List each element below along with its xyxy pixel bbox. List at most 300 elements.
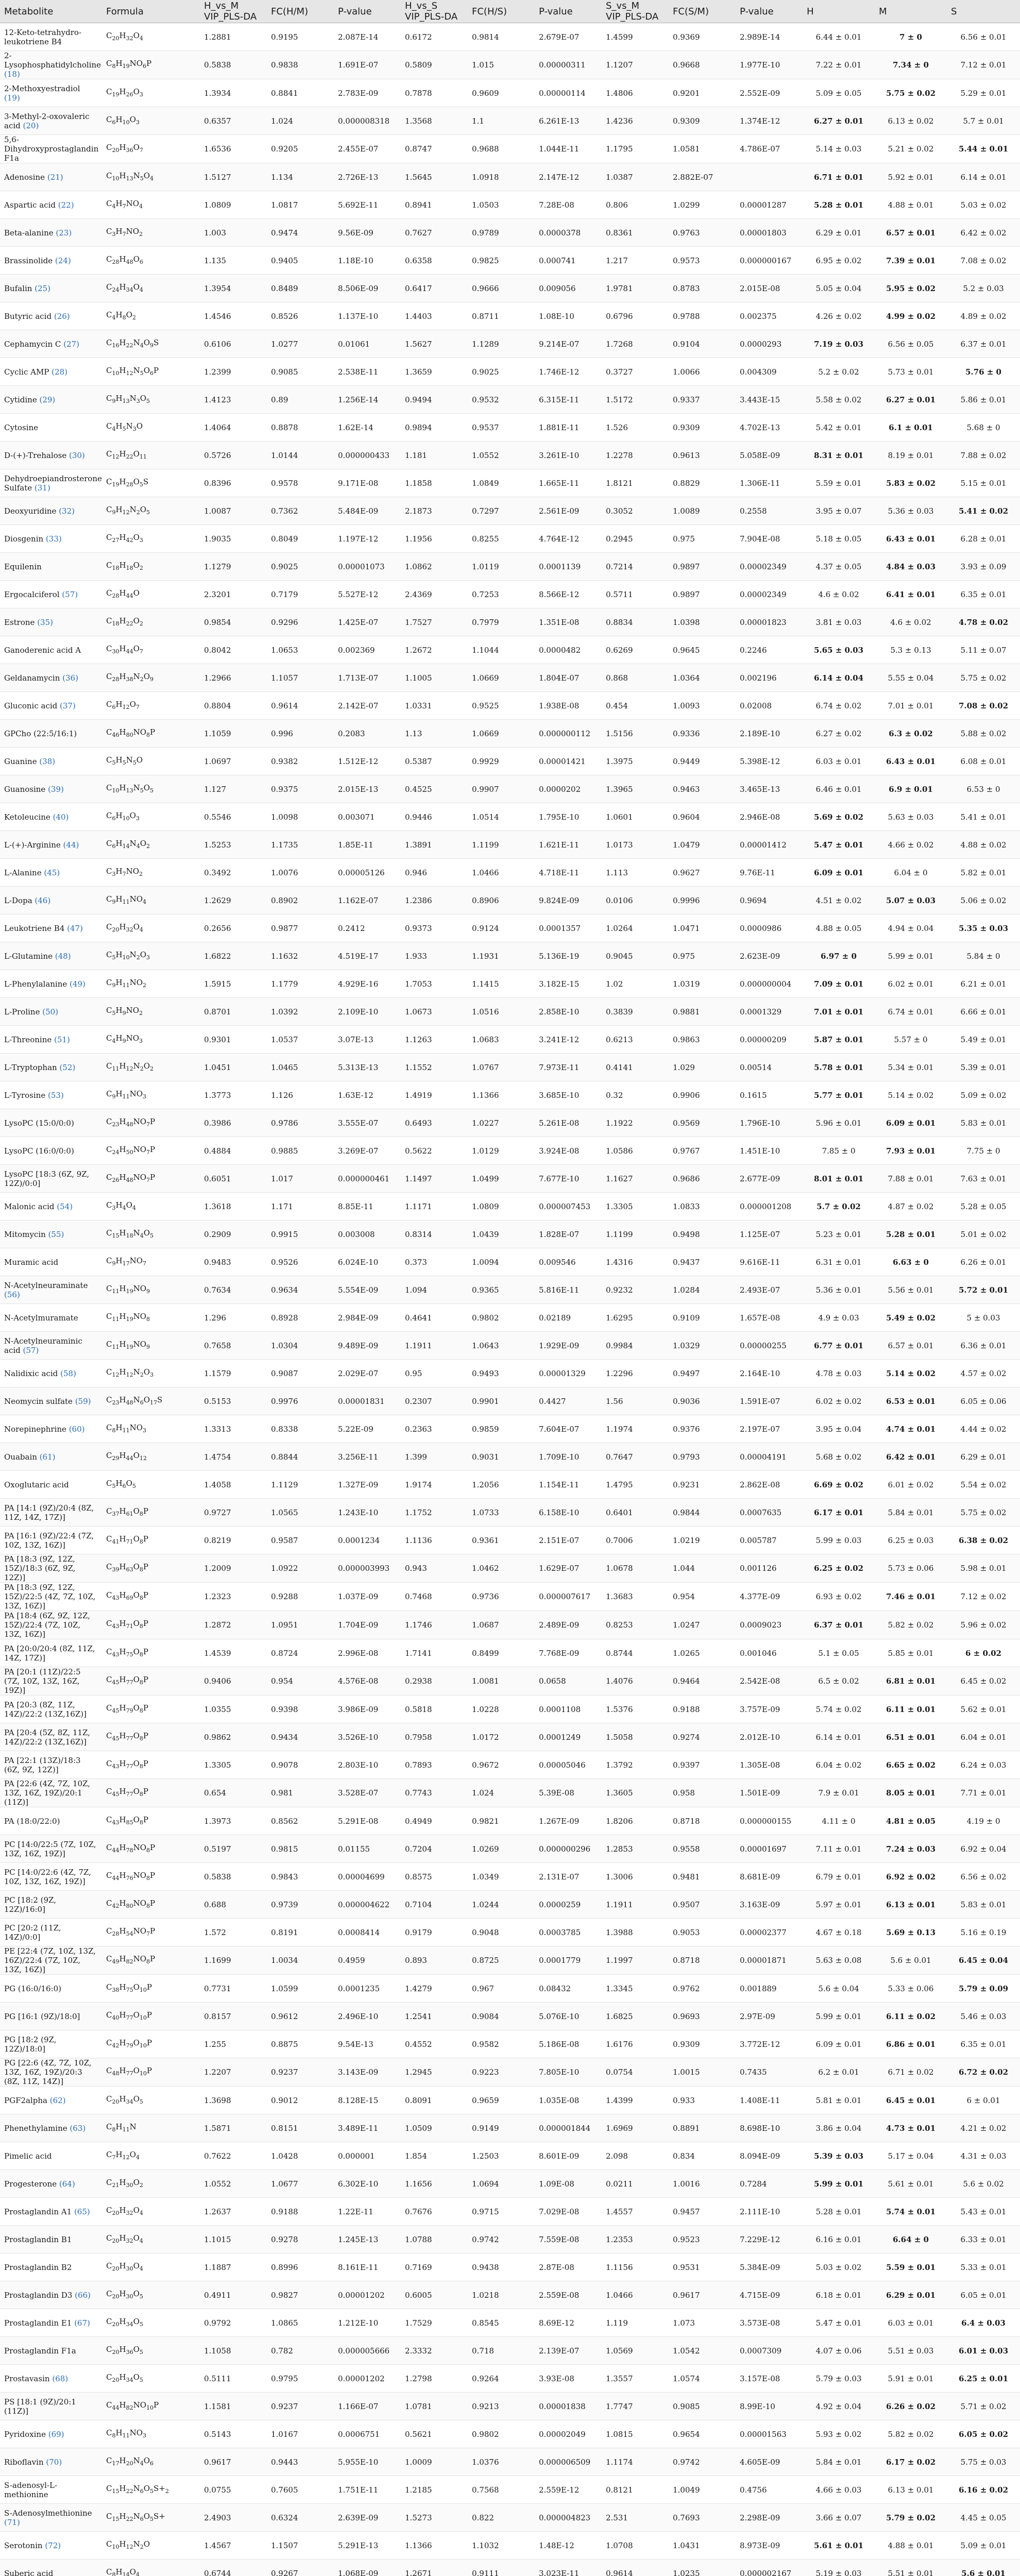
p-hm-cell: 1.751E-11	[334, 2476, 401, 2504]
vip-hs-cell: 1.854	[401, 2142, 468, 2170]
vip-hs-cell: 0.9373	[401, 914, 468, 942]
header-vip-h-vs-m	[200, 0, 267, 23]
m-cell: 6.13 ± 0.02	[875, 107, 947, 135]
vip-hs-cell: 1.2672	[401, 636, 468, 664]
p-sm-cell: 4.377E-09	[736, 1583, 803, 1611]
s-cell: 7.71 ± 0.01	[947, 1779, 1020, 1807]
s-cell: 6.4 ± 0.03	[947, 2309, 1020, 2337]
m-cell: 5.69 ± 0.13	[875, 1919, 947, 1946]
p-hm-cell: 5.291E-08	[334, 1807, 401, 1835]
metabolite-cell: N-Acetylneuraminic acid (57)	[0, 1332, 102, 1360]
fc-sm-cell: 1.0247	[669, 1611, 736, 1639]
h-cell: 5.99 ± 0.03	[803, 1527, 875, 1554]
vip-hm-cell: 1.2881	[200, 23, 267, 51]
vip-hm-cell: 0.3986	[200, 1109, 267, 1137]
metabolite-cell: Geldanamycin (36)	[0, 664, 102, 692]
m-cell: 6.03 ± 0.01	[875, 2309, 947, 2337]
vip-hs-cell: 1.1005	[401, 664, 468, 692]
s-cell: 6.28 ± 0.01	[947, 525, 1020, 553]
fc-hs-cell: 0.7297	[468, 497, 535, 525]
fc-sm-cell: 0.9844	[669, 1499, 736, 1527]
p-sm-cell: 0.2246	[736, 636, 803, 664]
vip-sm-cell: 1.3305	[602, 1193, 669, 1221]
header-vip-s-vs-m	[602, 0, 669, 23]
m-cell: 6.81 ± 0.01	[875, 1667, 947, 1696]
fc-sm-cell: 1.0581	[669, 135, 736, 163]
m-cell: 5.95 ± 0.02	[875, 275, 947, 302]
p-hm-cell: 8.506E-09	[334, 275, 401, 302]
fc-hs-cell: 1.0809	[468, 1193, 535, 1221]
p-hm-cell: 0.4959	[334, 1946, 401, 1975]
fc-hs-cell: 1.2056	[468, 1471, 535, 1499]
p-sm-cell: 1.796E-10	[736, 1109, 803, 1137]
fc-hs-cell: 0.9149	[468, 2114, 535, 2142]
p-sm-cell: 2.97E-09	[736, 2003, 803, 2030]
vip-hm-cell: 1.3313	[200, 1415, 267, 1443]
vip-hs-cell: 0.95	[401, 1360, 468, 1387]
fc-sm-cell: 1.0574	[669, 2365, 736, 2393]
p-sm-cell: 3.757E-09	[736, 1696, 803, 1723]
vip-hs-cell: 0.7204	[401, 1835, 468, 1863]
m-cell: 5.21 ± 0.02	[875, 135, 947, 163]
p-hs-cell: 0.000001844	[535, 2114, 602, 2142]
formula-cell: $C_9H_{13}N_3O_5$	[102, 386, 200, 414]
vip-hm-cell: 2.3201	[200, 581, 267, 608]
fc-hm-cell: 0.9025	[267, 553, 334, 581]
vip-hm-cell: 0.9854	[200, 608, 267, 636]
vip-hs-cell: 1.5273	[401, 2504, 468, 2532]
formula-cell: $C_{28}H_{44}O$	[102, 581, 200, 608]
vip-hm-cell: 0.688	[200, 1891, 267, 1919]
fc-hm-cell: 0.9398	[267, 1696, 334, 1723]
s-cell: 5.28 ± 0.05	[947, 1193, 1020, 1221]
p-hs-cell: 2.139E-07	[535, 2337, 602, 2365]
fc-sm-cell: 0.8718	[669, 1946, 736, 1975]
s-cell: 4.19 ± 0	[947, 1807, 1020, 1835]
m-cell: 5.92 ± 0.01	[875, 163, 947, 191]
metabolite-cell: Prostaglandin B1	[0, 2226, 102, 2253]
p-hs-cell: 1.629E-07	[535, 1554, 602, 1583]
p-hm-cell: 3.986E-09	[334, 1696, 401, 1723]
h-cell: 5.65 ± 0.03	[803, 636, 875, 664]
vip-hs-cell: 0.5622	[401, 1137, 468, 1165]
table-row	[0, 553, 1020, 581]
h-cell: 6.16 ± 0.01	[803, 2226, 875, 2253]
fc-hs-cell: 0.9084	[468, 2003, 535, 2030]
table-row	[0, 358, 1020, 386]
h-cell: 6.29 ± 0.01	[803, 219, 875, 247]
p-hs-cell: 0.009546	[535, 1248, 602, 1276]
vip-hs-cell: 2.4369	[401, 581, 468, 608]
vip-hm-cell: 1.1581	[200, 2393, 267, 2420]
m-cell: 7.39 ± 0.01	[875, 247, 947, 275]
fc-sm-cell: 0.9109	[669, 1304, 736, 1332]
vip-sm-cell: 0.454	[602, 692, 669, 720]
s-cell: 5.75 ± 0.02	[947, 1499, 1020, 1527]
m-cell: 6.11 ± 0.02	[875, 2003, 947, 2030]
s-cell: 6.35 ± 0.01	[947, 2030, 1020, 2058]
fc-hm-cell: 0.9237	[267, 2058, 334, 2087]
formula-cell: $C_6H_{10}O_3$	[102, 803, 200, 831]
h-cell: 6.14 ± 0.04	[803, 664, 875, 692]
p-sm-cell: 0.7435	[736, 2058, 803, 2087]
p-hs-cell: 5.076E-10	[535, 2003, 602, 2030]
table-row	[0, 664, 1020, 692]
p-sm-cell: 2.197E-07	[736, 1415, 803, 1443]
metabolite-cell: PA [14:1 (9Z)/20:4 (8Z, 11Z, 14Z, 17Z)]	[0, 1499, 102, 1527]
p-hs-cell: 0.0001139	[535, 553, 602, 581]
s-cell: 4.21 ± 0.02	[947, 2114, 1020, 2142]
formula-cell: $C_{28}H_{54}NO_7P$	[102, 1919, 200, 1946]
s-cell: 3.93 ± 0.09	[947, 553, 1020, 581]
vip-sm-cell: 1.4795	[602, 1471, 669, 1499]
vip-hm-cell: 0.5153	[200, 1387, 267, 1415]
p-hs-cell: 2.489E-09	[535, 1611, 602, 1639]
p-sm-cell: 8.99E-10	[736, 2393, 803, 2420]
metabolite-cell: Diosgenin (33)	[0, 525, 102, 553]
p-hm-cell: 2.029E-07	[334, 1360, 401, 1387]
p-sm-cell: 5.058E-09	[736, 442, 803, 469]
formula-cell: $C_{21}H_{30}O_2$	[102, 2170, 200, 2198]
p-hm-cell: 1.243E-10	[334, 1499, 401, 1527]
h-cell: 4.67 ± 0.18	[803, 1919, 875, 1946]
fc-hs-cell: 1.0733	[468, 1499, 535, 1527]
m-cell: 6.64 ± 0	[875, 2226, 947, 2253]
fc-sm-cell: 1.073	[669, 2309, 736, 2337]
fc-sm-cell: 0.9463	[669, 775, 736, 803]
table-row	[0, 1667, 1020, 1696]
p-sm-cell: 0.1615	[736, 1081, 803, 1109]
s-cell: 6.38 ± 0.02	[947, 1527, 1020, 1554]
fc-sm-cell: 0.9613	[669, 442, 736, 469]
vip-hm-cell: 0.9727	[200, 1499, 267, 1527]
p-hs-cell: 0.02189	[535, 1304, 602, 1332]
m-cell: 6.51 ± 0.01	[875, 1723, 947, 1751]
vip-hm-cell: 1.0451	[200, 1054, 267, 1081]
vip-sm-cell: 1.3605	[602, 1779, 669, 1807]
metabolite-cell: PA [20:3 (8Z, 11Z, 14Z)/22:2 (13Z,16Z)]	[0, 1696, 102, 1723]
fc-hm-cell: 1.024	[267, 107, 334, 135]
vip-hs-cell: 0.7627	[401, 219, 468, 247]
vip-hm-cell: 1.3618	[200, 1193, 267, 1221]
vip-hm-cell: 0.9301	[200, 1026, 267, 1054]
p-hs-cell: 1.746E-12	[535, 358, 602, 386]
p-hs-cell: 2.151E-07	[535, 1527, 602, 1554]
metabolite-cell: Serotonin (72)	[0, 2532, 102, 2560]
m-cell: 6.1 ± 0.01	[875, 414, 947, 442]
p-sm-cell: 8.973E-09	[736, 2532, 803, 2560]
formula-cell: $C_8H_{19}NO_6P$	[102, 51, 200, 79]
header-fc-hm: FC(H/M)	[267, 0, 334, 23]
h-cell: 5.77 ± 0.01	[803, 1081, 875, 1109]
p-hm-cell: 1.425E-07	[334, 608, 401, 636]
p-hm-cell: 2.015E-13	[334, 775, 401, 803]
p-sm-cell: 5.384E-09	[736, 2253, 803, 2281]
formula-cell: $C_8H_{11}N$	[102, 2114, 200, 2142]
vip-hm-cell: 1.0697	[200, 748, 267, 775]
table-row	[0, 191, 1020, 219]
metabolite-cell: Ergocalciferol (57)	[0, 581, 102, 608]
formula-cell: $C_4H_7NO_4$	[102, 191, 200, 219]
s-cell: 6 ± 0.01	[947, 2087, 1020, 2114]
p-hm-cell: 1.212E-10	[334, 2309, 401, 2337]
p-hm-cell: 5.22E-09	[334, 1415, 401, 1443]
p-hm-cell: 2.996E-08	[334, 1639, 401, 1667]
vip-hm-cell: 1.2207	[200, 2058, 267, 2087]
fc-hs-cell: 1.1289	[468, 330, 535, 358]
p-hm-cell: 1.62E-14	[334, 414, 401, 442]
fc-sm-cell: 0.9693	[669, 2003, 736, 2030]
vip-hs-cell: 1.2185	[401, 2476, 468, 2504]
h-cell: 6.17 ± 0.01	[803, 1499, 875, 1527]
h-cell: 6.31 ± 0.01	[803, 1248, 875, 1276]
fc-hm-cell: 0.9634	[267, 1276, 334, 1304]
table-row	[0, 2560, 1020, 2576]
p-sm-cell: 0.00004191	[736, 1443, 803, 1471]
p-hm-cell: 9.489E-09	[334, 1332, 401, 1360]
vip-hm-cell: 1.2637	[200, 2198, 267, 2226]
s-cell: 6.45 ± 0.04	[947, 1946, 1020, 1975]
metabolite-cell: PA [16:1 (9Z)/22:4 (7Z, 10Z, 13Z, 16Z)]	[0, 1527, 102, 1554]
vip-sm-cell: 1.3683	[602, 1583, 669, 1611]
p-hm-cell: 4.519E-17	[334, 942, 401, 970]
p-hm-cell: 1.197E-12	[334, 525, 401, 553]
metabolite-cell: Butyric acid (26)	[0, 302, 102, 330]
p-hs-cell: 0.0658	[535, 1667, 602, 1696]
formula-cell: $C_9H_{11}NO_2$	[102, 970, 200, 998]
vip-hs-cell: 1.4279	[401, 1975, 468, 2003]
table-row	[0, 748, 1020, 775]
vip-hm-cell: 0.5197	[200, 1835, 267, 1863]
fc-hm-cell: 0.7179	[267, 581, 334, 608]
fc-hs-cell: 0.9582	[468, 2030, 535, 2058]
s-cell: 5.11 ± 0.07	[947, 636, 1020, 664]
p-sm-cell: 1.306E-11	[736, 469, 803, 497]
m-cell: 5.6 ± 0.01	[875, 1946, 947, 1975]
p-sm-cell: 0.000002167	[736, 2560, 803, 2576]
m-cell: 5.14 ± 0.02	[875, 1360, 947, 1387]
fc-hm-cell: 0.9205	[267, 135, 334, 163]
table-row	[0, 998, 1020, 1026]
table-row	[0, 2030, 1020, 2058]
metabolite-cell: PA [22:6 (4Z, 7Z, 10Z, 13Z, 16Z, 19Z)/20:1 (11Z)]	[0, 1779, 102, 1807]
vip-hs-cell: 1.1911	[401, 1332, 468, 1360]
m-cell: 6.43 ± 0.01	[875, 525, 947, 553]
table-row	[0, 2198, 1020, 2226]
vip-hm-cell: 1.003	[200, 219, 267, 247]
vip-hs-cell: 0.8091	[401, 2087, 468, 2114]
fc-sm-cell: 1.0299	[669, 191, 736, 219]
formula-cell: $C_9H_{12}N_2O_5$	[102, 497, 200, 525]
h-cell: 5.96 ± 0.01	[803, 1109, 875, 1137]
table-row	[0, 2058, 1020, 2087]
fc-sm-cell: 0.958	[669, 1779, 736, 1807]
p-sm-cell: 9.76E-11	[736, 859, 803, 887]
fc-hs-cell: 1.1	[468, 107, 535, 135]
fc-sm-cell: 0.9053	[669, 1919, 736, 1946]
p-hm-cell: 0.00001202	[334, 2281, 401, 2309]
fc-hs-cell: 1.0516	[468, 998, 535, 1026]
p-hs-cell: 3.023E-11	[535, 2560, 602, 2576]
h-cell: 6.77 ± 0.01	[803, 1332, 875, 1360]
p-hs-cell: 0.0001779	[535, 1946, 602, 1975]
formula-cell: $C_8H_{11}NO_3$	[102, 1415, 200, 1443]
vip-hm-cell: 0.0755	[200, 2476, 267, 2504]
p-sm-cell: 0.000000167	[736, 247, 803, 275]
m-cell: 5.85 ± 0.01	[875, 1639, 947, 1667]
m-cell: 4.88 ± 0.01	[875, 2532, 947, 2560]
p-hs-cell: 0.000006509	[535, 2448, 602, 2476]
fc-hs-cell: 0.9742	[468, 2226, 535, 2253]
table-row	[0, 107, 1020, 135]
m-cell: 6.17 ± 0.02	[875, 2448, 947, 2476]
metabolite-cell: L-Glutamine (48)	[0, 942, 102, 970]
h-cell: 4.9 ± 0.03	[803, 1304, 875, 1332]
p-sm-cell: 3.573E-08	[736, 2309, 803, 2337]
fc-hs-cell: 1.0269	[468, 1835, 535, 1863]
s-cell: 6.04 ± 0.01	[947, 1723, 1020, 1751]
fc-hs-cell: 1.0129	[468, 1137, 535, 1165]
p-hm-cell: 0.00001202	[334, 2365, 401, 2393]
table-row	[0, 608, 1020, 636]
fc-sm-cell: 0.9497	[669, 1360, 736, 1387]
metabolite-cell: Progesterone (64)	[0, 2170, 102, 2198]
formula-cell: $C_{12}H_{12}N_2O_3$	[102, 1360, 200, 1387]
p-hm-cell: 0.003071	[334, 803, 401, 831]
formula-cell: $C_{20}H_{30}O_4$	[102, 2253, 200, 2281]
formula-cell: $C_6H_{12}O_7$	[102, 692, 200, 720]
p-sm-cell: 2.111E-10	[736, 2198, 803, 2226]
formula-cell: $C_{27}H_{42}O_3$	[102, 525, 200, 553]
table-row	[0, 2337, 1020, 2365]
h-cell: 6.27 ± 0.02	[803, 720, 875, 748]
s-cell: 6.45 ± 0.02	[947, 1667, 1020, 1696]
p-sm-cell: 0.00001412	[736, 831, 803, 859]
vip-hm-cell: 1.4546	[200, 302, 267, 330]
formula-cell: $C_{15}H_{18}N_4O_5$	[102, 1221, 200, 1248]
h-cell: 5.69 ± 0.02	[803, 803, 875, 831]
table-row	[0, 1415, 1020, 1443]
h-cell: 4.11 ± 0	[803, 1807, 875, 1835]
p-hs-cell: 0.0000378	[535, 219, 602, 247]
vip-hs-cell: 1.1366	[401, 2532, 468, 2560]
m-cell: 5.56 ± 0.01	[875, 1276, 947, 1304]
h-cell: 5.42 ± 0.01	[803, 414, 875, 442]
fc-sm-cell: 1.0089	[669, 497, 736, 525]
s-cell: 5.44 ± 0.01	[947, 135, 1020, 163]
m-cell: 6.04 ± 0	[875, 859, 947, 887]
vip-hs-cell: 0.9894	[401, 414, 468, 442]
formula-cell: $C_{20}H_{34}O_5$	[102, 2087, 200, 2114]
p-hm-cell: 2.639E-09	[334, 2504, 401, 2532]
p-hs-cell: 9.824E-09	[535, 887, 602, 914]
vip-sm-cell: 0.6269	[602, 636, 669, 664]
p-sm-cell: 0.005787	[736, 1527, 803, 1554]
metabolite-cell: Gluconic acid (37)	[0, 692, 102, 720]
s-cell: 5.03 ± 0.02	[947, 191, 1020, 219]
fc-hs-cell: 0.8906	[468, 887, 535, 914]
metabolite-cell: Ketoleucine (40)	[0, 803, 102, 831]
vip-sm-cell: 1.1156	[602, 2253, 669, 2281]
metabolite-cell: L-Dopa (46)	[0, 887, 102, 914]
vip-hs-cell: 1.2945	[401, 2058, 468, 2087]
fc-sm-cell: 0.9309	[669, 414, 736, 442]
vip-hm-cell: 0.9792	[200, 2309, 267, 2337]
s-cell: 6.21 ± 0.01	[947, 970, 1020, 998]
metabolite-cell: PG [16:1 (9Z)/18:0]	[0, 2003, 102, 2030]
fc-hs-cell: 1.1032	[468, 2532, 535, 2560]
p-hm-cell: 0.0006751	[334, 2420, 401, 2448]
fc-sm-cell: 1.0398	[669, 608, 736, 636]
vip-hs-cell: 0.7169	[401, 2253, 468, 2281]
table-row	[0, 720, 1020, 748]
p-hm-cell: 3.07E-13	[334, 1026, 401, 1054]
fc-hm-cell: 0.981	[267, 1779, 334, 1807]
formula-cell: $C_{11}H_{19}NO_9$	[102, 1332, 200, 1360]
fc-sm-cell: 1.0479	[669, 831, 736, 859]
metabolite-cell: PA [18:4 (6Z, 9Z, 12Z, 15Z)/22:4 (7Z, 10Z, 13Z, 16Z)]	[0, 1611, 102, 1639]
fc-hs-cell: 0.9789	[468, 219, 535, 247]
p-hm-cell: 3.269E-07	[334, 1137, 401, 1165]
p-sm-cell: 0.001126	[736, 1554, 803, 1583]
s-cell: 5 ± 0.03	[947, 1304, 1020, 1332]
fc-sm-cell: 0.8783	[669, 275, 736, 302]
vip-hs-cell: 0.7676	[401, 2198, 468, 2226]
m-cell: 5.73 ± 0.01	[875, 358, 947, 386]
header-s: S	[947, 0, 1020, 23]
h-cell: 5.19 ± 0.03	[803, 2560, 875, 2576]
formula-cell: $C_{37}H_{61}O_8P$	[102, 1499, 200, 1527]
table-row	[0, 2170, 1020, 2198]
p-hm-cell: 2.087E-14	[334, 23, 401, 51]
h-cell: 3.81 ± 0.03	[803, 608, 875, 636]
vip-hs-cell: 1.2386	[401, 887, 468, 914]
vip-hs-cell: 1.0862	[401, 553, 468, 581]
fc-hm-cell: 1.0537	[267, 1026, 334, 1054]
formula-cell: $C_6H_{14}N_4O_2$	[102, 831, 200, 859]
vip-hm-cell: 1.255	[200, 2030, 267, 2058]
vip-sm-cell: 2.531	[602, 2504, 669, 2532]
h-cell: 5.63 ± 0.08	[803, 1946, 875, 1975]
fc-hm-cell: 0.89	[267, 386, 334, 414]
m-cell: 5.07 ± 0.03	[875, 887, 947, 914]
fc-sm-cell: 0.9309	[669, 2030, 736, 2058]
formula-cell: $C_{19}H_{28}O_5S$	[102, 469, 200, 497]
p-hm-cell: 1.85E-11	[334, 831, 401, 859]
metabolite-cell: Muramic acid	[0, 1248, 102, 1276]
vip-hm-cell: 0.3492	[200, 859, 267, 887]
metabolite-cell: LysoPC (16:0/0:0)	[0, 1137, 102, 1165]
s-cell: 5.68 ± 0	[947, 414, 1020, 442]
header-fc-sm: FC(S/M)	[669, 0, 736, 23]
vip-hm-cell: 1.5871	[200, 2114, 267, 2142]
metabolite-cell: Deoxyuridine (32)	[0, 497, 102, 525]
p-sm-cell: 7.904E-08	[736, 525, 803, 553]
fc-sm-cell: 1.0833	[669, 1193, 736, 1221]
fc-hm-cell: 0.9237	[267, 2393, 334, 2420]
fc-hs-cell: 0.9907	[468, 775, 535, 803]
vip-hs-cell: 0.7743	[401, 1779, 468, 1807]
vip-hm-cell: 0.6051	[200, 1165, 267, 1193]
vip-hm-cell: 1.4754	[200, 1443, 267, 1471]
metabolite-cell: S-adenosyl-L-methionine	[0, 2476, 102, 2504]
formula-cell: $C_{20}H_{34}O_5$	[102, 2309, 200, 2337]
vip-sm-cell: 0.4141	[602, 1054, 669, 1081]
vip-hs-cell: 1.399	[401, 1443, 468, 1471]
fc-sm-cell: 0.975	[669, 525, 736, 553]
fc-sm-cell: 0.9906	[669, 1081, 736, 1109]
fc-hm-cell: 0.9474	[267, 219, 334, 247]
